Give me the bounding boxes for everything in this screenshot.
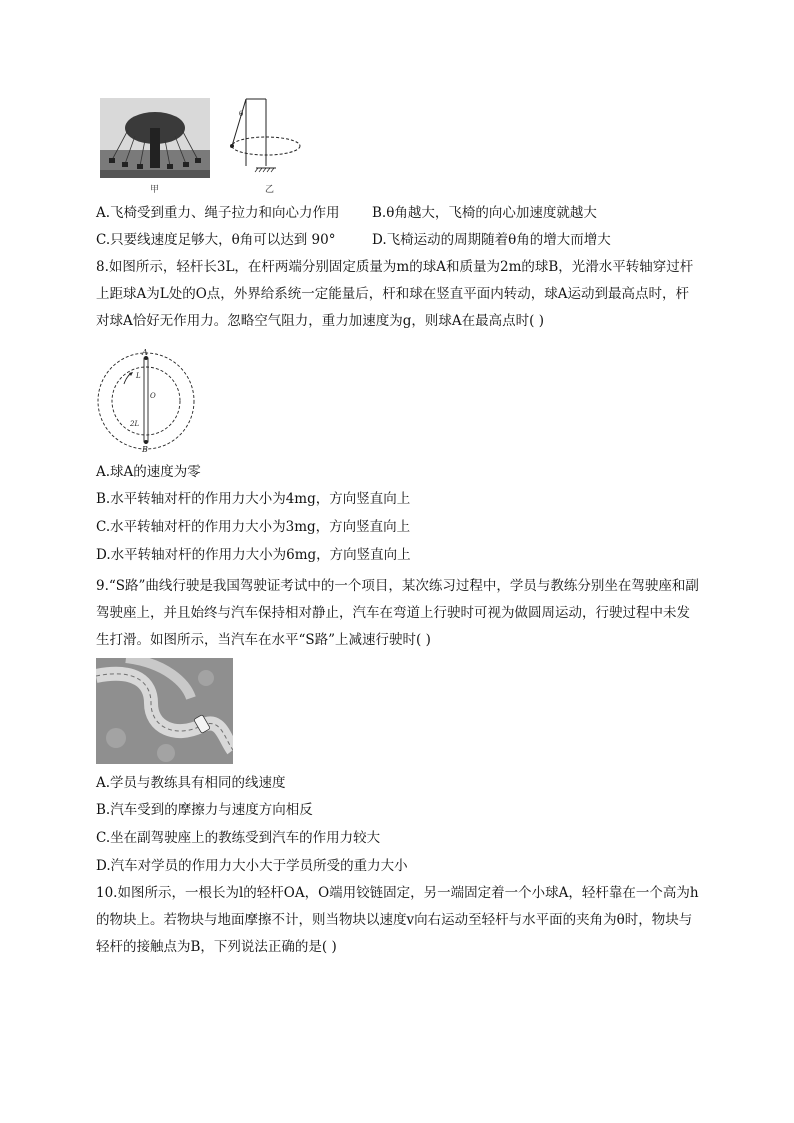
q8-option-d[interactable]: D.水平转轴对杆的作用力大小为6mg，方向竖直向上 (96, 547, 411, 563)
q7-option-b[interactable]: B.θ角越大，飞椅的向心加速度就越大 (372, 205, 597, 221)
q7-option-d[interactable]: D.飞椅运动的周期随着θ角的增大而增大 (372, 232, 611, 248)
figure-caption-jia: 甲 (150, 185, 160, 195)
rod-rotation-diagram (94, 346, 198, 456)
q7-option-c[interactable]: C.只要线速度足够大，θ角可以达到 90° (96, 232, 336, 248)
q10-stem: 10.如图所示，一根长为l的轻杆OA，O端用铰链固定，另一端固定着一个小球A，轻杆靠在一个高为h的物块上。若物块与地面摩擦不计，则当物块以速度v向右运动至轻杆与水平面的夹角为θ时，物块与轻杆的接触点为B，下列说法正确的是( ) (96, 885, 699, 955)
q9-stem: 9.“S路”曲线行驶是我国驾驶证考试中的一个项目，某次练习过程中，学员与教练分别坐在驾驶座和副驾驶座上，并且始终与汽车保持相对静止，汽车在弯道上行驶时可视为做圆周运动，行驶过程中未发生打滑。如图所示，当汽车在水平“S路”上减速行驶时( ) (96, 578, 699, 648)
q8-stem: 8.如图所示，轻杆长3L，在杆两端分别固定质量为m的球A和质量为2m的球B，光滑水平转轴穿过杆上距球A为L处的O点，外界给系统一定能量后，杆和球在竖直平面内转动，球A运动到最高点时，杆对球A恰好无作用力。忽略空气阻力，重力加速度为g，则球A在最高点时( ) (96, 259, 694, 329)
label-o: O (150, 392, 156, 400)
theta-label: θ (239, 110, 244, 118)
q8-option-a[interactable]: A.球A的速度为零 (96, 464, 201, 480)
q9-option-b[interactable]: B.汽车受到的摩擦力与速度方向相反 (96, 802, 313, 818)
q9-option-a[interactable]: A.学员与教练具有相同的线速度 (96, 775, 286, 791)
q8-option-c[interactable]: C.水平转轴对杆的作用力大小为3mg，方向竖直向上 (96, 519, 411, 535)
label-a: A (142, 348, 148, 357)
q8-option-b[interactable]: B.水平转轴对杆的作用力大小为4mg，方向竖直向上 (96, 491, 411, 507)
label-b: B (142, 445, 148, 454)
label-2l: 2L (130, 420, 140, 428)
swing-ride-photo (100, 98, 210, 178)
q9-option-c[interactable]: C.坐在副驾驶座上的教练受到汽车的作用力较大 (96, 830, 381, 846)
q7-option-a[interactable]: A.飞椅受到重力、绳子拉力和向心力作用 (96, 205, 340, 221)
label-l: L (136, 372, 141, 380)
s-road-photo (96, 658, 233, 764)
q9-option-d[interactable]: D.汽车对学员的作用力大小大于学员所受的重力大小 (96, 858, 408, 874)
swing-ride-diagram (224, 96, 316, 182)
figure-caption-yi: 乙 (265, 185, 275, 195)
